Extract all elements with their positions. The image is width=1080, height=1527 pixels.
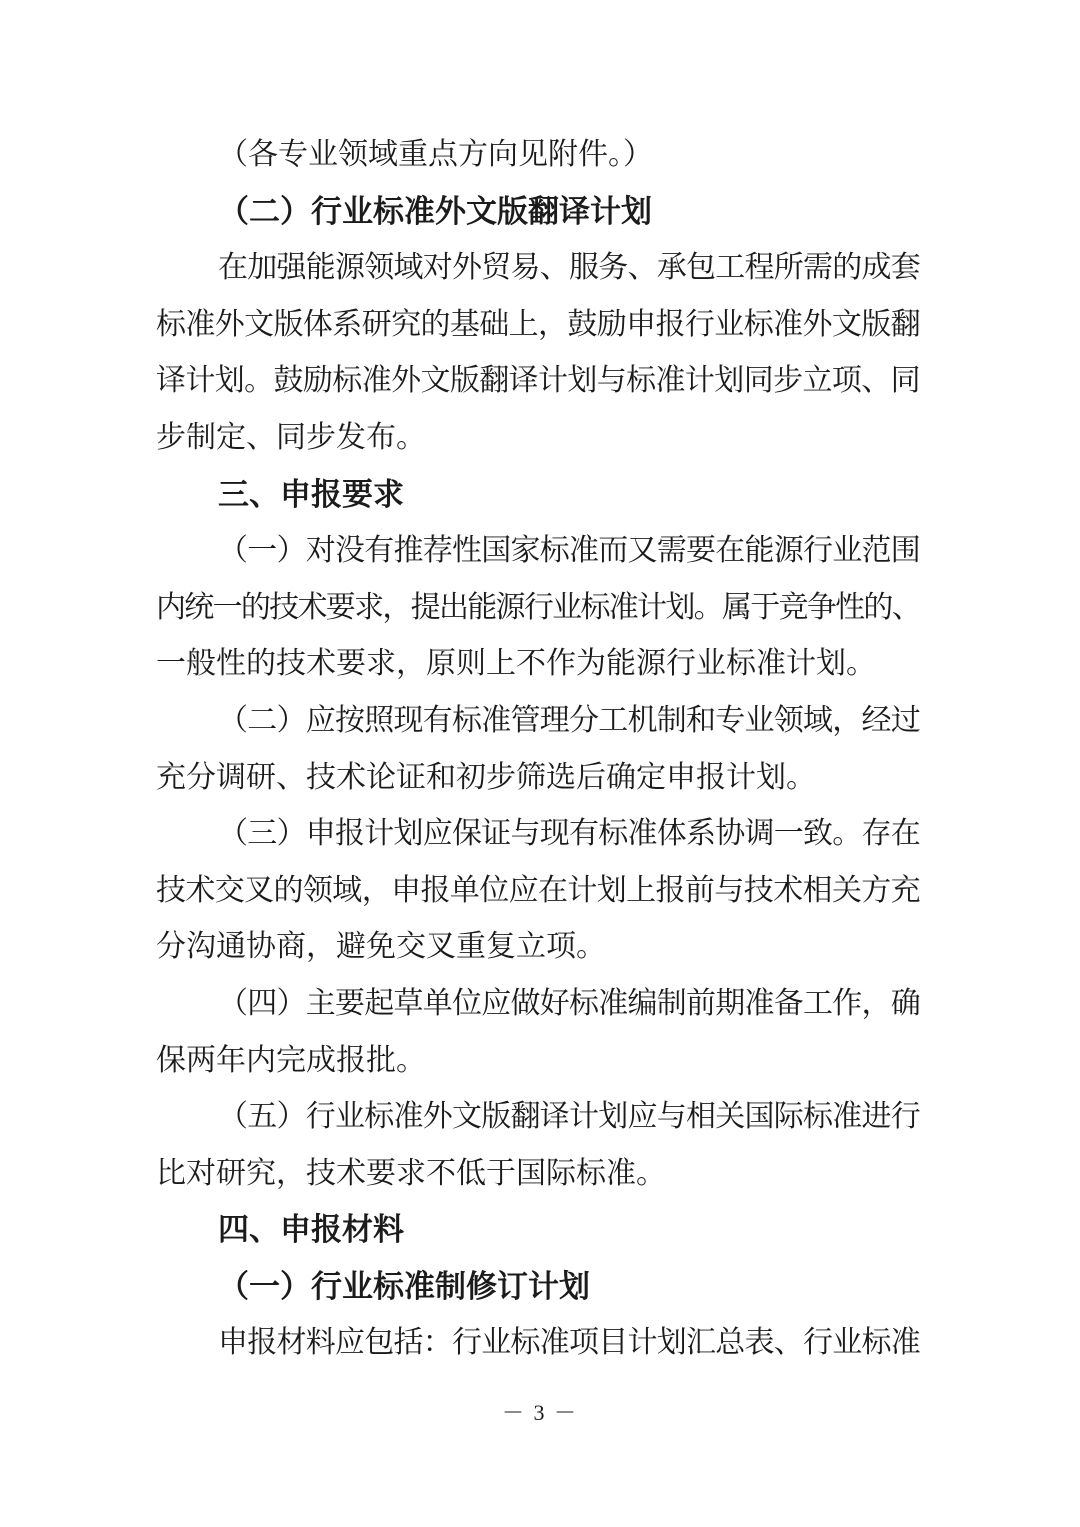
text-line: 比对研究，技术要求不低于国际标准。 (156, 1156, 666, 1190)
text-line: 在加强能源领域对外贸易、服务、承包工程所需的成套 (218, 251, 920, 285)
text-line: 技术交叉的领域，申报单位应在计划上报前与技术相关方充 (156, 873, 920, 907)
page-body (156, 127, 920, 1372)
text-line: （三）申报计划应保证与现有标准体系协调一致。存在 (218, 817, 920, 851)
text-line: （四）主要起草单位应做好标准编制前期准备工作，确 (218, 986, 920, 1020)
text-line: 充分调研、技术论证和初步筛选后确定申报计划。 (156, 760, 816, 794)
text-line: （一）对没有推荐性国家标准而又需要在能源行业范围 (218, 534, 920, 568)
page-footer (0, 1396, 1080, 1427)
text-line: 一般性的技术要求，原则上不作为能源行业标准计划。 (156, 647, 876, 681)
text-line: （二）行业标准外文版翻译计划 (218, 193, 652, 229)
text-line: 标准外文版体系研究的基础上，鼓励申报行业标准外文版翻 (156, 307, 920, 341)
text-line: 三、申报要求 (218, 476, 404, 512)
text-line: 分沟通协商，避免交叉重复立项。 (156, 930, 606, 964)
text-line: 内统一的技术要求，提出能源行业标准计划。属于竞争性的、 (156, 590, 920, 624)
text-line: （五）行业标准外文版翻译计划应与相关国际标准进行 (218, 1100, 920, 1134)
text-line: 步制定、同步发布。 (156, 420, 426, 454)
text-line: （各专业领域重点方向见附件。） (218, 138, 653, 171)
text-line: （一）行业标准制修订计划 (218, 1268, 590, 1304)
text-line: 四、申报材料 (218, 1212, 404, 1248)
page-number: － 3 － (501, 1400, 578, 1425)
text-line: （二）应按照现有标准管理分工机制和专业领域，经过 (218, 703, 920, 737)
text-line: 译计划。鼓励标准外文版翻译计划与标准计划同步立项、同 (156, 364, 920, 398)
text-line: 保两年内完成报批。 (156, 1043, 426, 1077)
text-line: 申报材料应包括：行业标准项目计划汇总表、行业标准 (218, 1326, 920, 1360)
